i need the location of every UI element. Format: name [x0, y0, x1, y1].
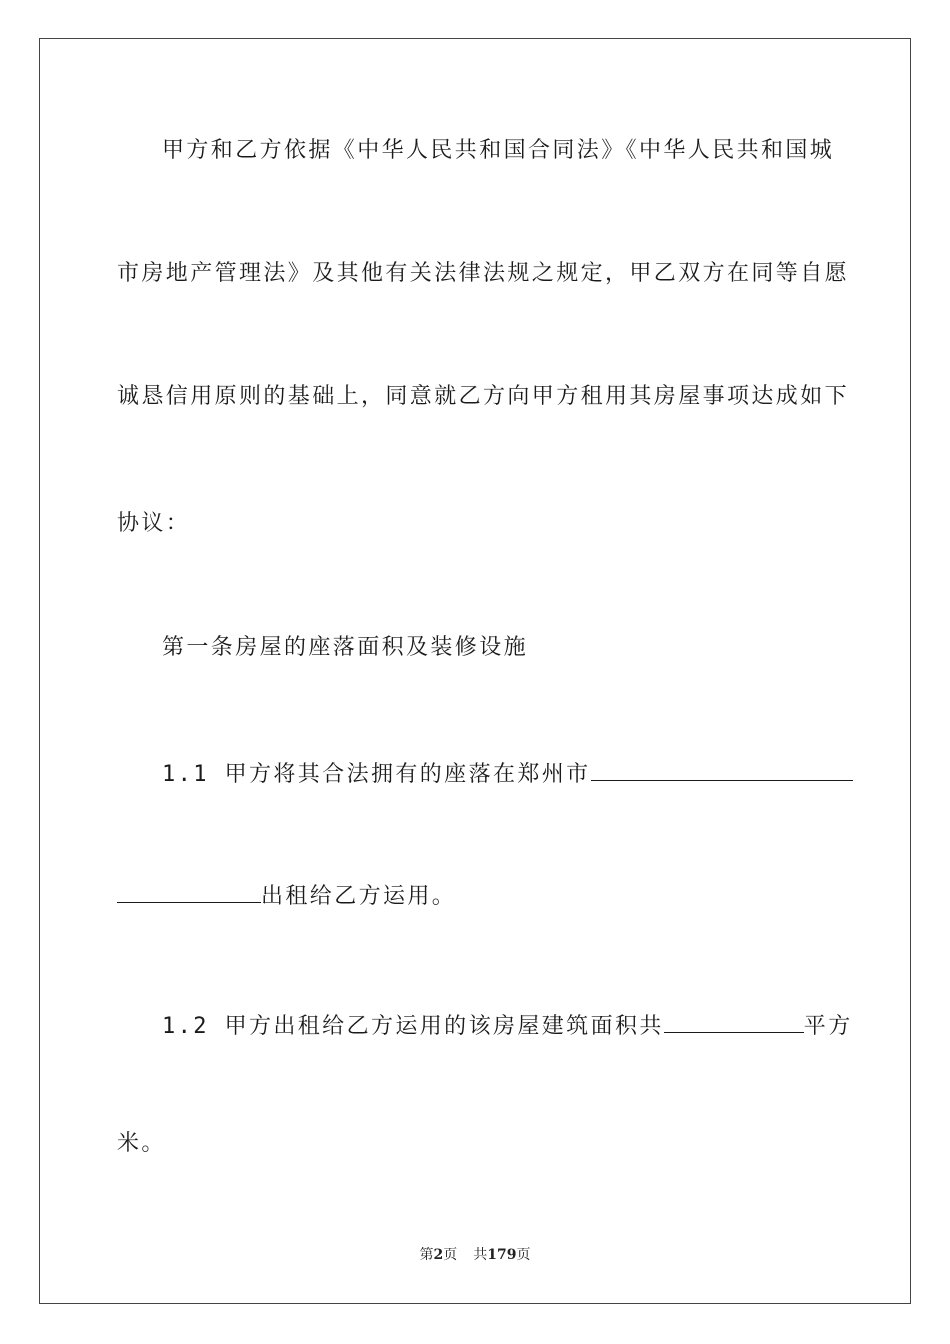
article-1-title: 第一条房屋的座落面积及装修设施 [162, 635, 529, 660]
footer-total-pages: 179 [487, 1247, 517, 1263]
paragraph-1-line-1: 甲方和乙方依据《中华人民共和国合同法》《中华人民共和国城 [162, 138, 835, 163]
clause-1-2-prefix: 1.2 甲方出租给乙方运用的该房屋建筑面积共 [162, 1014, 664, 1039]
footer-page-number: 2 [433, 1247, 444, 1263]
footer-page-label: 页 [443, 1247, 458, 1263]
area-blank[interactable] [664, 1010, 804, 1033]
clause-1-2-line-1 [162, 1010, 853, 1042]
footer-total-label: 页 [516, 1247, 531, 1263]
location-blank[interactable] [591, 758, 853, 781]
footer-page-prefix: 第 [419, 1247, 434, 1263]
paragraph-1-line-3: 诚恳信用原则的基础上，同意就乙方向甲方租用其房屋事项达成如下 [117, 384, 850, 409]
page-border [39, 38, 911, 1304]
page-footer [0, 1244, 950, 1264]
clause-1-2-line-2: 米。 [117, 1131, 166, 1156]
clause-1-1-line-1 [162, 758, 833, 790]
footer-total-prefix: 共 [473, 1247, 488, 1263]
clause-1-1-prefix: 1.1 甲方将其合法拥有的座落在郑州市 [162, 762, 591, 787]
clause-1-2-unit-part1: 平方 [803, 1014, 853, 1039]
clause-1-1-suffix: 出租给乙方运用。 [261, 884, 457, 909]
paragraph-1-line-4: 协议： [117, 511, 191, 536]
clause-1-1-line-2 [117, 880, 833, 912]
address-blank[interactable] [117, 880, 261, 903]
paragraph-1-line-2: 市房地产管理法》及其他有关法律法规之规定，甲乙双方在同等自愿 [117, 261, 850, 286]
